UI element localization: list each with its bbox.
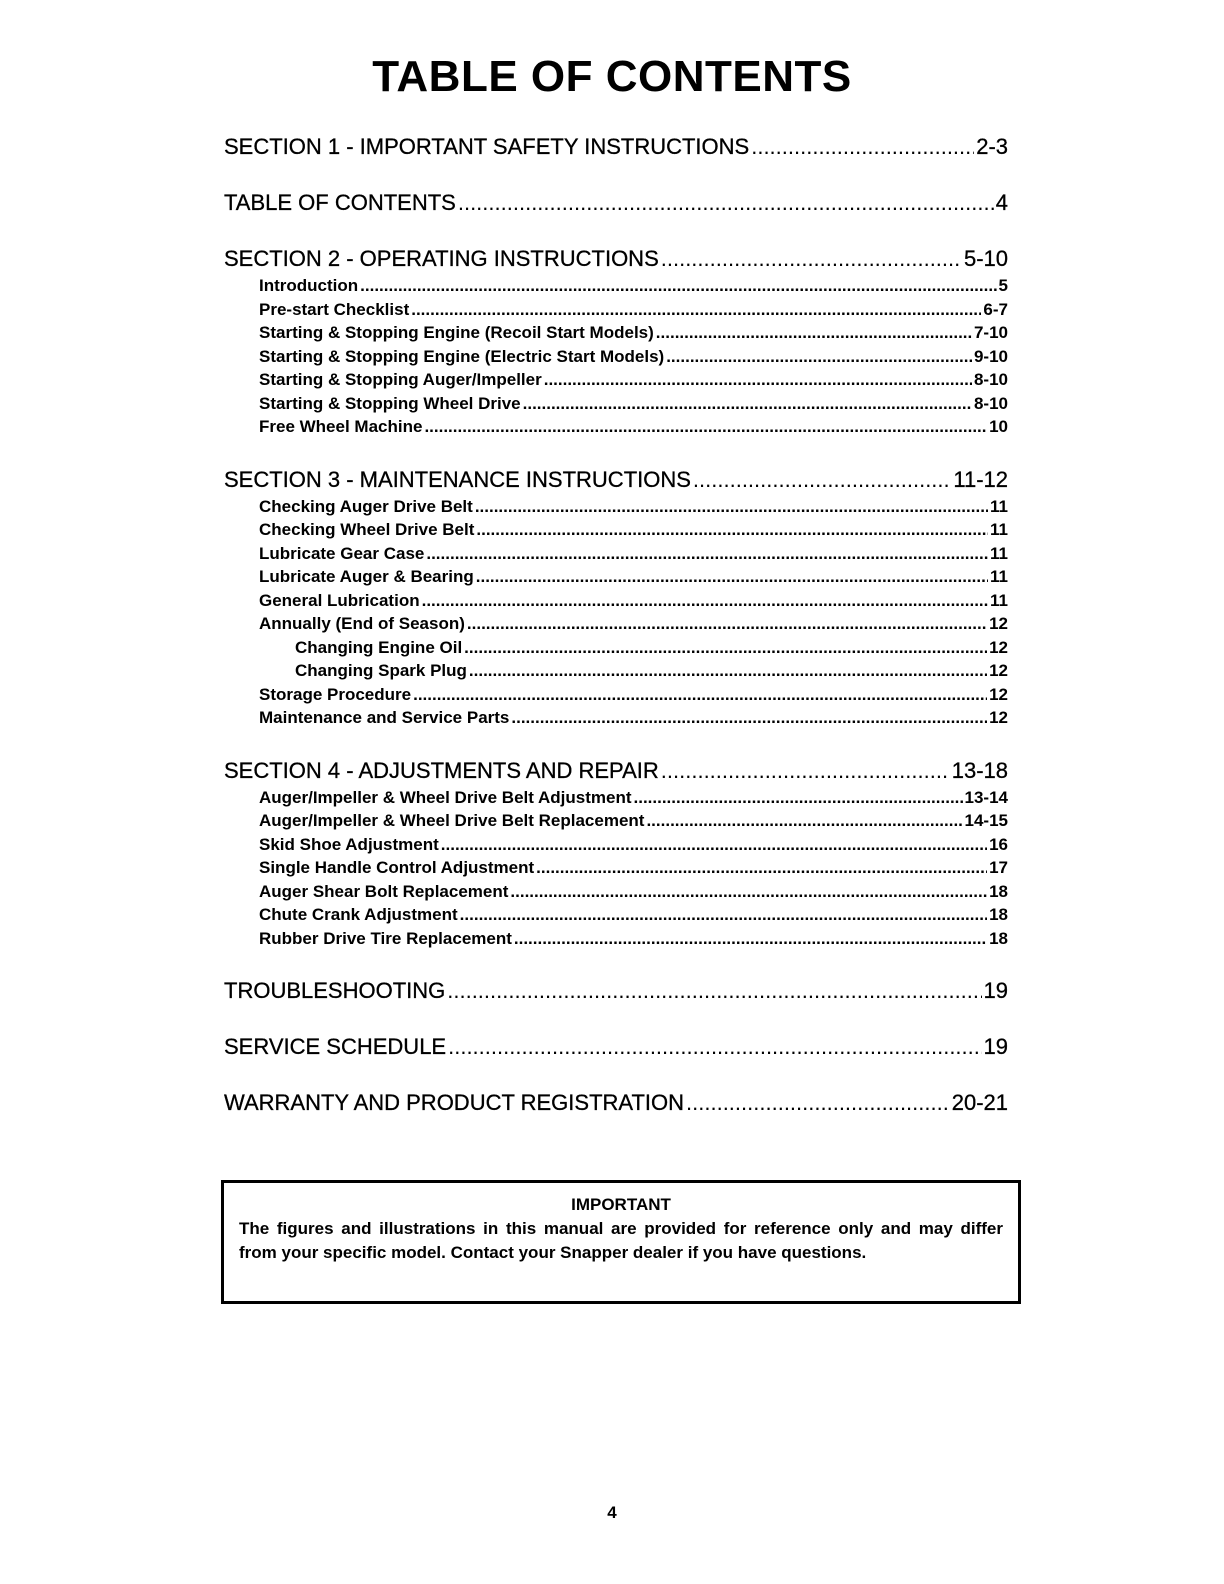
toc-page: 17 [989,858,1008,877]
toc-page: 12 [989,684,1008,704]
toc-label: Maintenance and Service Parts [259,708,510,727]
page-title: TABLE OF CONTENTS [372,52,852,101]
toc-label: SECTION 4 - ADJUSTMENTS AND REPAIR [224,757,659,783]
toc-label: Lubricate Auger & Bearing [259,567,474,586]
toc-page: 19 [983,978,1008,1003]
toc-label: Introduction [259,276,359,295]
toc-item [259,542,1008,566]
toc-label: SECTION 2 - OPERATING INSTRUCTIONS [224,246,659,271]
toc-page: 18 [989,928,1008,948]
toc-warranty [224,1088,1008,1118]
toc-item [259,856,1008,880]
toc-item [259,612,1008,636]
toc-section-4 [224,756,1008,786]
toc-item [259,274,1008,298]
dot-leader [693,465,951,495]
dot-leader [511,706,987,730]
dot-leader [751,132,974,162]
dot-leader [469,659,987,683]
toc-page: 13-18 [951,757,1008,783]
dot-leader [661,756,950,786]
page-number: 4 [607,1503,617,1522]
toc-label: Starting & Stopping Engine (Electric Start Models) [259,346,665,366]
dot-leader [360,274,996,298]
toc-page: 18 [989,905,1008,924]
toc-item [259,298,1008,322]
toc-item [259,345,1008,369]
toc-page: 12 [989,614,1008,633]
dot-leader [460,903,987,927]
toc-item [259,786,1008,810]
toc-label: Auger/Impeller & Wheel Drive Belt Adjustment [259,787,632,807]
toc-item [259,880,1008,904]
dot-leader [464,636,987,660]
table-of-contents [224,132,1008,1118]
toc-section-2 [224,244,1008,274]
toc-page: 12 [989,708,1008,727]
dot-leader [661,244,962,274]
toc-label: Changing Engine Oil [295,637,463,657]
toc-item [259,683,1008,707]
toc-label: General Lubrication [259,590,420,610]
toc-page: 6-7 [983,299,1008,319]
dot-leader [441,833,987,857]
toc-page: 11 [990,567,1008,586]
toc-label: Auger Shear Bolt Replacement [259,881,509,901]
toc-section-3 [224,465,1008,495]
toc-label: TABLE OF CONTENTS [224,190,456,215]
toc-subitem [295,636,1008,660]
toc-page: 13-14 [964,787,1008,807]
toc-item [259,833,1008,857]
toc-page: 14-15 [964,811,1008,830]
dot-leader [523,392,972,416]
toc-item [259,565,1008,589]
dot-leader [476,565,988,589]
dot-leader [656,321,972,345]
dot-leader [514,927,987,951]
toc-item [259,809,1008,833]
toc-page: 2-3 [976,134,1008,159]
toc-label: Storage Procedure [259,684,412,704]
toc-page: 4 [995,190,1008,215]
toc-page: 8-10 [973,370,1008,389]
toc-item [259,706,1008,730]
toc-label: SECTION 3 - MAINTENANCE INSTRUCTIONS [224,466,691,492]
toc-page: 11-12 [953,466,1008,492]
dot-leader [448,1032,981,1062]
toc-label: Starting & Stopping Auger/Impeller [259,370,542,389]
dot-leader [476,518,988,542]
toc-page: 8-10 [973,393,1008,413]
toc-label: Checking Wheel Drive Belt [259,520,475,539]
toc-item [259,321,1008,345]
toc-label: Starting & Stopping Engine (Recoil Start Models) [259,323,654,342]
dot-leader [447,976,981,1006]
toc-section-1 [224,132,1008,162]
dot-leader [475,495,988,519]
toc-item [259,368,1008,392]
notice-text: The figures and illustrations in this manual are provided for reference only and may differ from your specific model. Contact your Snapper dealer if you have questions. [239,1219,1003,1262]
dot-leader [510,880,987,904]
toc-page: 10 [989,417,1008,436]
dot-leader [422,589,988,613]
toc-page: 16 [989,834,1008,854]
toc-subitem [295,659,1008,683]
dot-leader [666,345,972,369]
toc-page: 18 [989,881,1008,901]
toc-label: Rubber Drive Tire Replacement [259,928,512,948]
toc-label: SECTION 1 - IMPORTANT SAFETY INSTRUCTIONS [224,134,750,159]
toc-page: 20-21 [951,1090,1008,1115]
toc-label: Chute Crank Adjustment [259,905,458,924]
toc-label: Pre-start Checklist [259,299,410,319]
toc-label: SERVICE SCHEDULE [224,1034,447,1059]
toc-label: Changing Spark Plug [295,661,467,680]
notice-title: IMPORTANT [571,1195,671,1214]
toc-page: 11 [990,590,1008,610]
toc-page: 11 [990,520,1008,539]
dot-leader [458,188,994,218]
toc-page: 7-10 [973,323,1008,342]
toc-label: WARRANTY AND PRODUCT REGISTRATION [224,1090,685,1115]
toc-item [259,415,1008,439]
toc-label: Skid Shoe Adjustment [259,834,439,854]
toc-label: Starting & Stopping Wheel Drive [259,393,521,413]
toc-item [259,927,1008,951]
toc-page: 5-10 [963,246,1008,271]
toc-label: Lubricate Gear Case [259,543,425,563]
dot-leader [536,856,987,880]
dot-leader [424,415,987,439]
toc-table-of-contents [224,188,1008,218]
dot-leader [411,298,981,322]
dot-leader [634,786,963,810]
toc-label: TROUBLESHOOTING [224,978,446,1003]
toc-item [259,518,1008,542]
dot-leader [426,542,988,566]
toc-page: 11 [990,543,1008,563]
dot-leader [413,683,987,707]
toc-page: 19 [983,1034,1008,1059]
toc-label: Free Wheel Machine [259,417,423,436]
important-notice-box [221,1180,1021,1304]
toc-label: Checking Auger Drive Belt [259,496,473,516]
toc-troubleshooting [224,976,1008,1006]
toc-label: Annually (End of Season) [259,614,465,633]
dot-leader [686,1088,950,1118]
toc-service-schedule [224,1032,1008,1062]
dot-leader [646,809,962,833]
dot-leader [467,612,987,636]
toc-page: 9-10 [973,346,1008,366]
toc-page: 12 [989,661,1008,680]
toc-item [259,495,1008,519]
toc-page: 11 [990,496,1008,516]
toc-item [259,589,1008,613]
toc-label: Auger/Impeller & Wheel Drive Belt Replacement [259,811,645,830]
toc-item [259,903,1008,927]
dot-leader [544,368,972,392]
toc-label: Single Handle Control Adjustment [259,858,535,877]
toc-page: 12 [989,637,1008,657]
toc-page: 5 [998,276,1008,295]
toc-item [259,392,1008,416]
